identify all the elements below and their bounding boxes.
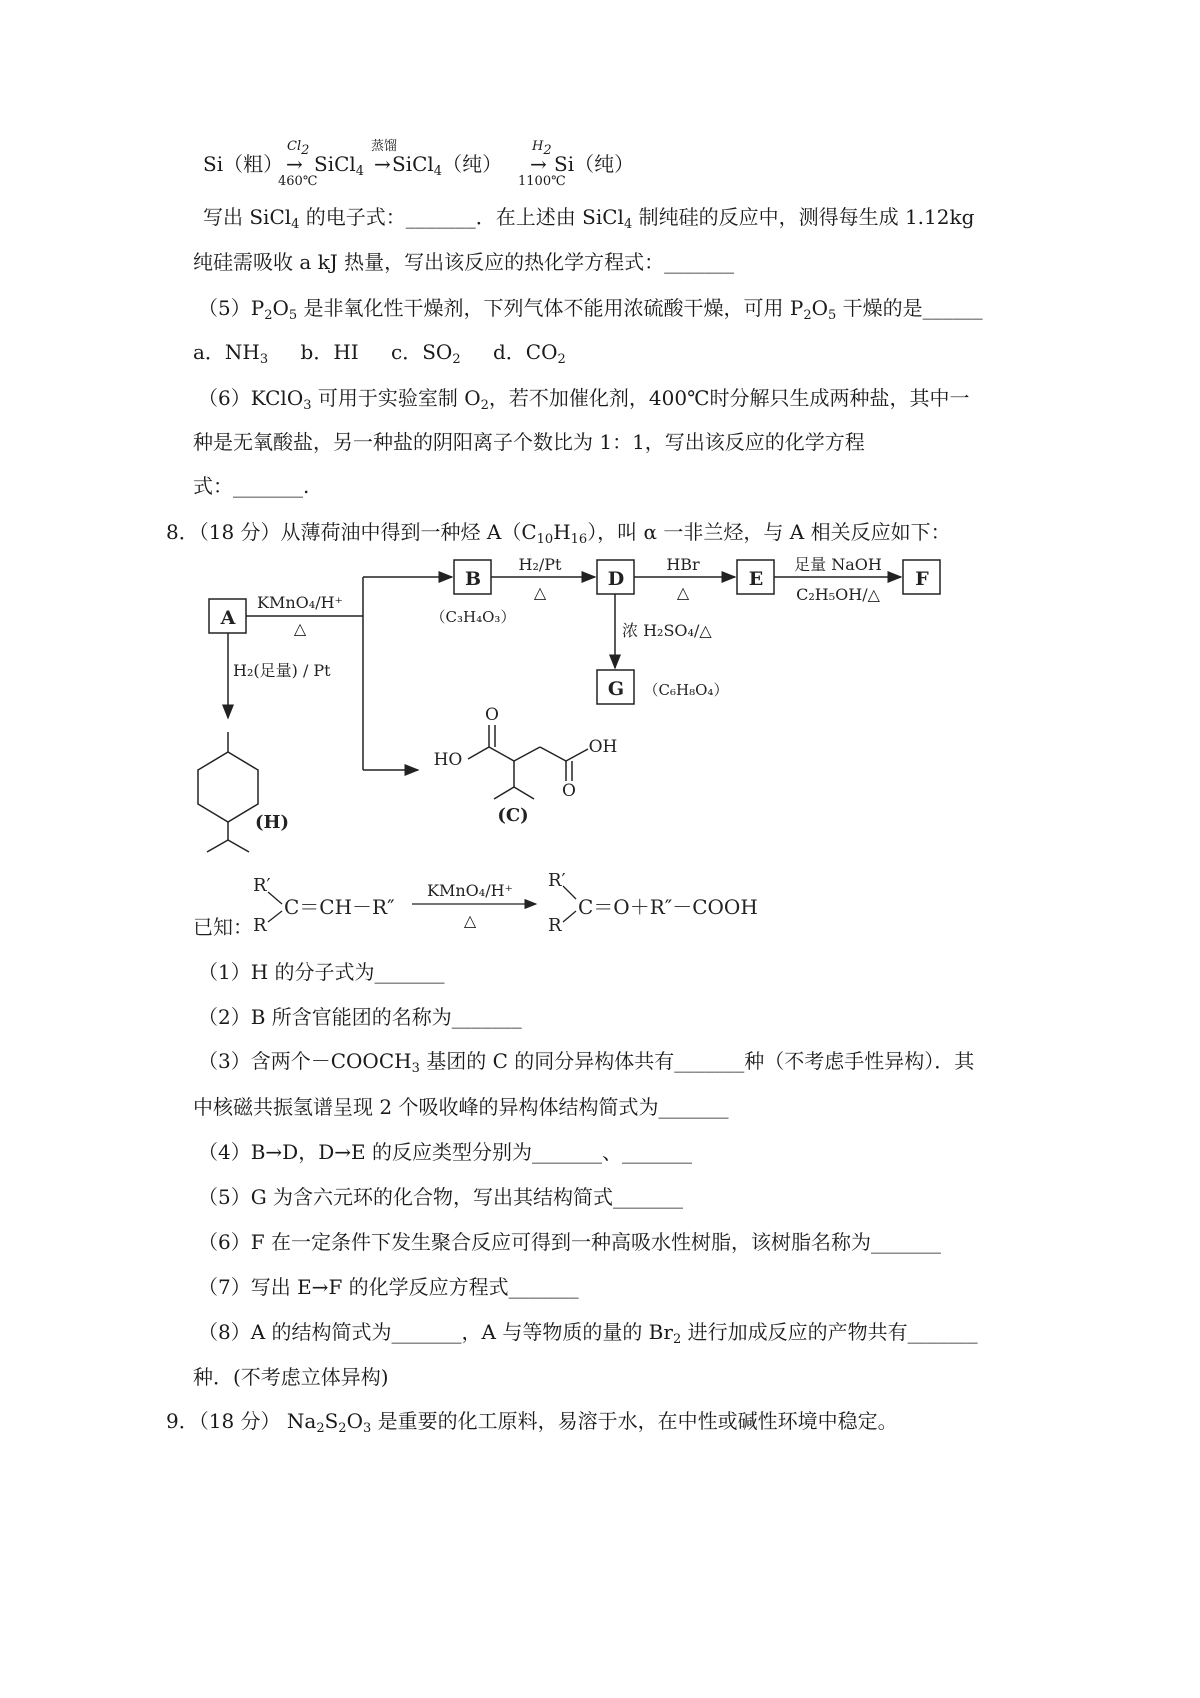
known-delta: △: [463, 911, 477, 930]
h-ring: [198, 752, 258, 822]
reagent-h2so4: 浓 H₂SO₄/△: [622, 621, 712, 640]
formula-b: （C₃H₄O₃）: [430, 608, 516, 626]
q7-4-line2: 纯硅需吸收 a kJ 热量，写出该反应的热化学方程式：_______: [193, 250, 735, 274]
q8-2: （2）B 所含官能团的名称为_______: [198, 1005, 522, 1029]
arrow1-reagent: $Cl_2$: [287, 139, 310, 158]
option-a: a．$NH_3$: [193, 340, 269, 367]
arrow1: →: [286, 152, 303, 176]
reagent-naoh: 足量 NaOH: [794, 555, 882, 574]
option-d: d．$CO_2$: [492, 340, 566, 367]
label-e: E: [748, 568, 764, 590]
c-o-bottom: O: [562, 781, 576, 801]
q8-7: （7）写出 E→F 的化学反应方程式_______: [198, 1275, 579, 1299]
q7-6-line3: 式：_______.: [193, 474, 310, 498]
known-p-r1: R′: [548, 870, 566, 891]
q8-5: （5）G 为含六元环的化合物，写出其结构简式_______: [198, 1185, 684, 1209]
label-g: G: [607, 678, 625, 700]
si-pure: Si（纯）: [554, 152, 635, 176]
q8-6: （6）F 在一定条件下发生聚合反应可得到一种高吸水性树脂，该树脂名称为_______: [198, 1230, 941, 1254]
label-c: (C): [497, 805, 529, 826]
arrow3: →: [530, 152, 547, 176]
known-r1: R′: [253, 875, 271, 896]
q7-6-line2: 种是无氧酸盐，另一种盐的阴阳离子个数比为 1：1，写出该反应的化学方程: [193, 430, 865, 454]
reagent-h2pt: H₂/Pt: [518, 555, 562, 574]
reagent-hbr: HBr: [666, 555, 700, 574]
q7-5-options: [193, 338, 566, 366]
q8-3-line1: （3）含两个$-COOCH_3$ 基团的 C 的同分异构体共有_______种（不考虑手性异构）．其: [198, 1049, 975, 1076]
q7-5-line: $(5)P_2O_5$ 是非氧化性干燥剂，下列气体不能用浓硫酸干燥，可用 $P_2O_5$ 干燥的是______: [198, 296, 983, 323]
known-reagent: KMnO₄/H⁺: [427, 881, 513, 900]
q8-3-line2: 中核磁共振氢谱呈现 2 个吸收峰的异构体结构简式为_______: [193, 1095, 729, 1119]
reagent-kmno4: KMnO₄/H⁺: [257, 593, 343, 612]
q8-1: （1）H 的分子式为_______: [198, 960, 445, 984]
label-h: (H): [254, 812, 290, 833]
c-ho: HO: [433, 750, 463, 770]
formula-g: （C₆H₈O₄）: [643, 681, 729, 699]
sicl4-pure: SiCl$_4$（纯）: [392, 152, 503, 179]
arrow2: →: [374, 152, 391, 176]
known-product: C＝O＋R″－COOH: [578, 895, 758, 919]
q7-4-line1: 写出 SiCl$_4$ 的电子式：_______．在上述由 SiCl$_4$ 制纯硅的反应中，测得每生成 1.12kg: [203, 205, 975, 232]
reagent-h2-excess: H₂(足量) / Pt: [233, 661, 331, 680]
q8-8-line2: 种．(不考虑立体异构): [193, 1365, 389, 1389]
si-crude: Si（粗）: [203, 152, 284, 176]
label-d: D: [607, 568, 625, 590]
delta-de: △: [676, 583, 690, 602]
known-r2: R: [253, 915, 267, 936]
label-b: B: [464, 568, 482, 590]
delta-ab: △: [293, 619, 307, 638]
arrow1-condition: 460℃: [278, 174, 318, 189]
option-c: c．$SO_2$: [391, 340, 461, 367]
q8-header: 8．（18 分）从薄荷油中得到一种烃 $A(C_{10}H_{16})$，叫 α 一非兰烃，与 A 相关反应如下：: [166, 520, 951, 547]
sicl4-crude: SiCl$_4$: [314, 152, 365, 179]
q8-8-line1: （8）A 的结构简式为_______，A 与等物质的量的 $Br_2$ 进行加成反应的产物共有_______: [198, 1320, 978, 1347]
label-f: F: [915, 568, 929, 590]
known-p-r2: R: [548, 915, 562, 936]
known-label: 已知：: [193, 915, 253, 939]
arrow3-reagent: $H_2$: [532, 139, 552, 158]
arrow3-condition: 1100℃: [518, 174, 566, 189]
q7-6-line1: （6）KClO$_3$ 可用于实验室制 $O_2$，若不加催化剂，400℃时分解只生成两种盐，其中一: [198, 386, 970, 413]
known-reactant: C＝CH－R″: [284, 895, 395, 919]
q8-4: （4）B→D，D→E 的反应类型分别为_______、_______: [198, 1140, 692, 1164]
reagent-etoh: C₂H₅OH/△: [796, 585, 880, 604]
arrow2-condition: 蒸馏: [371, 139, 398, 154]
c-oh: OH: [588, 737, 618, 757]
q9-header: 9．（18 分） $Na_2S_2O_3$ 是重要的化工原料，易溶于水，在中性或碱性环境中稳定。: [166, 1409, 898, 1436]
delta-bd: △: [533, 583, 547, 602]
label-a: A: [220, 607, 236, 629]
option-b: b．HI: [300, 340, 359, 364]
known-reaction: [0, 864, 1200, 944]
c-o-top: O: [485, 705, 499, 725]
